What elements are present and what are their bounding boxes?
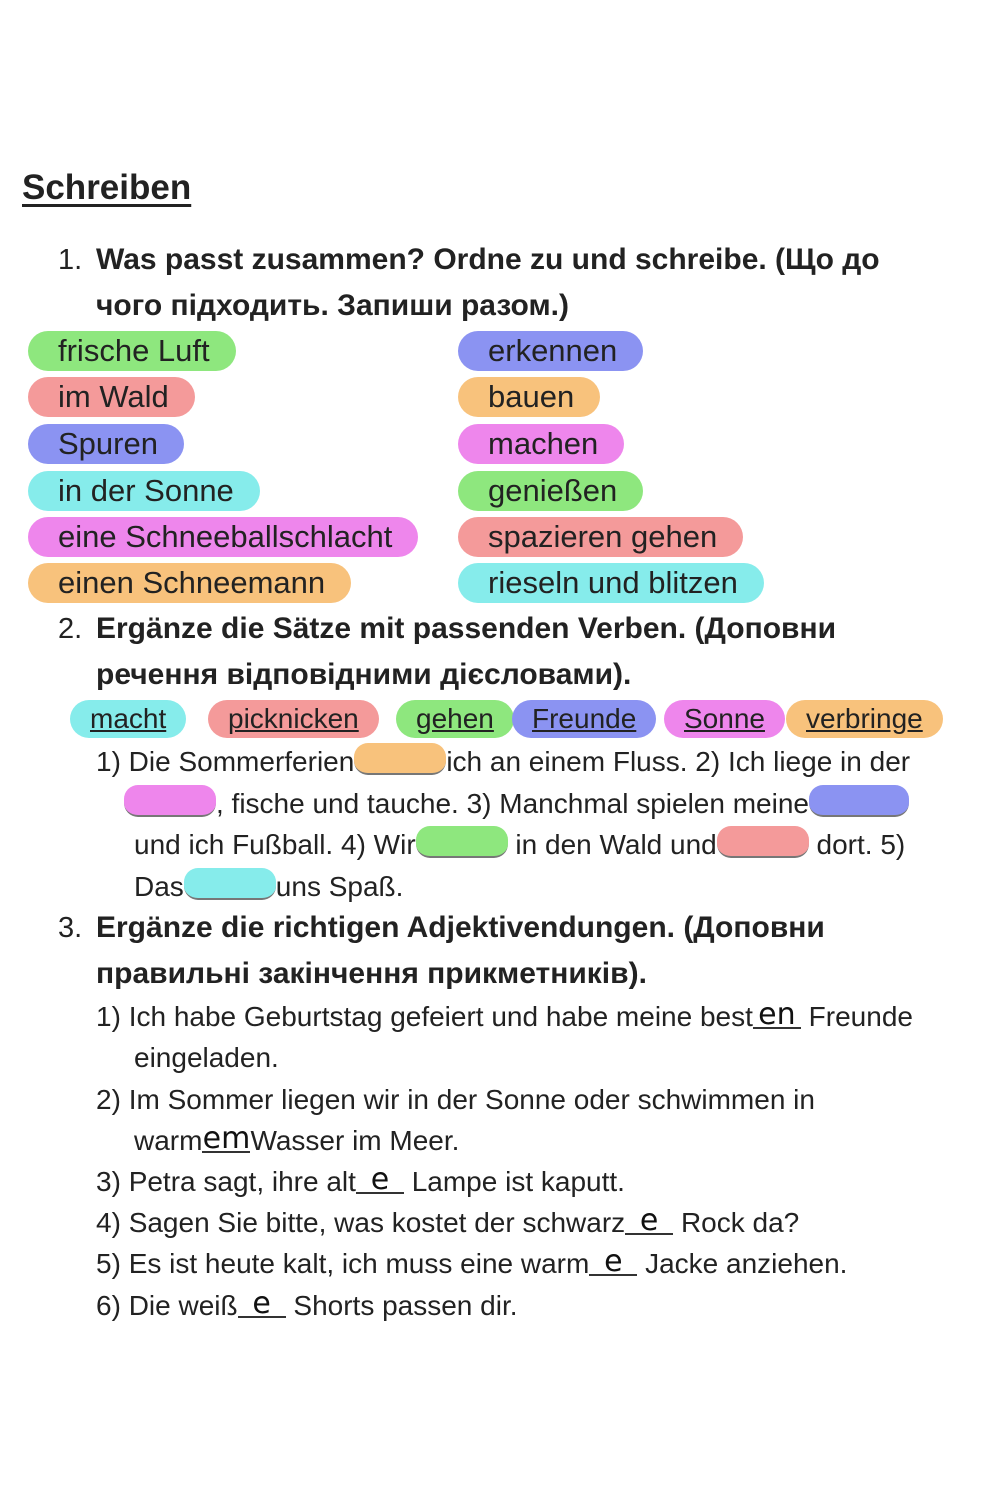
item-text: Es ist heute kalt, ich muss eine warm (128, 1248, 590, 1279)
page-heading: Schreiben (22, 168, 192, 207)
task2-sentence-line2 (124, 785, 909, 820)
phrase-left-2: im Wald (28, 377, 195, 417)
phrase-right-4: genießen (458, 471, 643, 511)
item-text: Wasser im Meer. (250, 1125, 460, 1156)
sentence-text: 1) Die Sommerferien (96, 746, 355, 777)
blank-sonne[interactable] (124, 785, 216, 817)
sentence-text: , fische und tauche. 3) Manchmal spielen meine (216, 788, 809, 819)
answer-field[interactable]: em (202, 1121, 251, 1156)
answer-field[interactable]: e (589, 1250, 637, 1276)
phrase-right-1: erkennen (458, 331, 643, 371)
item-number: 1) (96, 1001, 121, 1032)
item-text: Rock da? (680, 1207, 800, 1238)
blank-picknicken[interactable] (717, 826, 809, 858)
sentence-text: ich an einem Fluss. 2) Ich liege in der (446, 746, 911, 777)
item-text: Jacke anziehen. (645, 1248, 848, 1279)
sentence-text: Das (134, 871, 184, 902)
item-text: Sagen Sie bitte, was kostet der schwarz (128, 1207, 626, 1238)
task3-instruction-line2: правильні закінчення прикметників). (96, 957, 647, 990)
blank-freunde[interactable] (809, 785, 909, 817)
task1-instruction-line2: чого підходить. Запиши разом.) (96, 289, 569, 322)
phrase-left-3: Spuren (28, 424, 184, 464)
sentence-text: uns Spaß. (275, 871, 404, 902)
phrase-right-6: rieseln und blitzen (458, 563, 764, 603)
phrase-left-4: in der Sonne (28, 471, 260, 511)
blank-macht[interactable] (184, 868, 276, 900)
answer-field[interactable]: e (356, 1168, 404, 1194)
task3-item-3 (96, 1162, 625, 1198)
phrase-left-6: einen Schneemann (28, 563, 351, 603)
task3-item-2 (96, 1084, 815, 1116)
item-number: 2) (96, 1084, 121, 1115)
item-text: Petra sagt, ihre alt (128, 1166, 356, 1197)
phrase-right-3: machen (458, 424, 624, 464)
task3-item-5 (96, 1244, 848, 1280)
phrase-right-2: bauen (458, 377, 600, 417)
item-text: Lampe ist kaputt. (411, 1166, 625, 1197)
item-text: Shorts passen dir. (293, 1290, 518, 1321)
task3-item-6 (96, 1286, 518, 1322)
item-text: warm (134, 1125, 203, 1156)
word-chip-picknicken[interactable]: picknicken (208, 700, 379, 738)
task1-number: 1. (58, 244, 83, 276)
item-text: Die weiß (128, 1290, 238, 1321)
task2-sentence-line1 (96, 743, 910, 778)
word-chip-macht[interactable]: macht (70, 700, 186, 738)
task2-instruction-line1: Ergänze die Sätze mit passenden Verben. (Доповни (96, 612, 837, 645)
task2-number: 2. (58, 613, 83, 645)
task3-item-2-continued (134, 1121, 460, 1157)
task2-sentence-line3 (134, 826, 905, 861)
item-number: 4) (96, 1207, 121, 1238)
answer-field[interactable]: en (753, 1003, 801, 1029)
blank-gehen[interactable] (416, 826, 508, 858)
word-chip-gehen[interactable]: gehen (396, 700, 514, 738)
task3-item-1-continued: eingeladen. (134, 1042, 279, 1073)
item-number: 3) (96, 1166, 121, 1197)
answer-field[interactable]: e (625, 1209, 673, 1235)
item-text: Im Sommer liegen wir in der Sonne oder schwimmen in (128, 1084, 815, 1115)
phrase-left-5: eine Schneeballschlacht (28, 517, 418, 557)
word-chip-freunde[interactable]: Freunde (512, 700, 656, 738)
item-number: 5) (96, 1248, 121, 1279)
phrase-left-1: frische Luft (28, 331, 236, 371)
item-number: 6) (96, 1290, 121, 1321)
task3-item-1 (96, 997, 913, 1033)
sentence-text: dort. 5) (816, 829, 906, 860)
task3-item-4 (96, 1203, 800, 1239)
word-chip-sonne[interactable]: Sonne (664, 700, 785, 738)
task3-instruction-line1: Ergänze die richtigen Adjektivendungen. (Доповни (96, 911, 825, 944)
phrase-right-5: spazieren gehen (458, 517, 743, 557)
task3-number: 3. (58, 912, 83, 944)
blank-verbringe[interactable] (354, 743, 446, 775)
task2-instruction-line2: речення відповідними дієсловами). (96, 658, 632, 691)
item-text: Ich habe Geburtstag gefeiert und habe meine best (128, 1001, 753, 1032)
task1-instruction-line1: Was passt zusammen? Ordne zu und schreibe. (Що до (96, 243, 880, 276)
sentence-text: in den Wald und (515, 829, 717, 860)
sentence-text: und ich Fußball. 4) Wir (134, 829, 416, 860)
item-text: Freunde (808, 1001, 913, 1032)
task2-sentence-line4 (134, 868, 403, 903)
answer-field[interactable]: e (238, 1292, 286, 1318)
word-chip-verbringe[interactable]: verbringe (786, 700, 943, 738)
